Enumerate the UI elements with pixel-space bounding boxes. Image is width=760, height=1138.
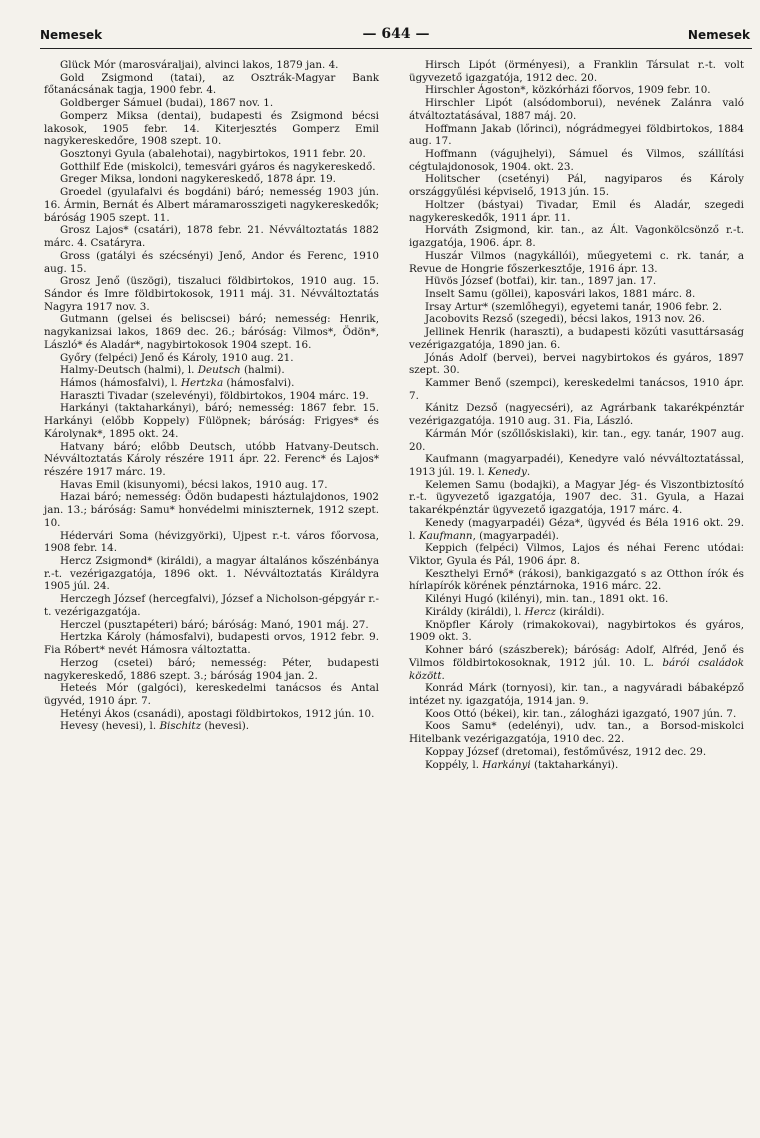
entry: Kilényi Hugó (kilényi), min. tan., 1891 okt. 16.: [425, 593, 669, 606]
entry: Hertzka Károly (hámosfalvi), budapesti orvos, 1912 febr. 9. Fia Róbert* nevét Hámosra változtatta.: [44, 631, 379, 657]
right-column: [409, 59, 744, 771]
entry: Gomperz Miksa (dentai), budapesti és Zsigmond bécsi lakosok, 1905 febr. 14. Kiterjesztés Gomperz Emil nagykereskedőre, 1908 szept. 10.: [44, 109, 379, 148]
entry: Kohner báró (szászberek); báróság: Adolf, Alfréd, Jenő és Vilmos földbirtokosoknak, 1912 júl. 10. L. bárói családok között.: [409, 644, 744, 682]
entry: Hirschler Lipót (alsódomborui), nevének Zalánra való átváltoztatásával, 1887 máj. 20.: [409, 97, 744, 122]
page-number: — 644 —: [362, 26, 430, 42]
entry: Koppay József (dretomai), festőművész, 1912 dec. 29.: [425, 745, 707, 758]
entry: Koos Ottó (békei), kir. tan., zálogházi igazgató, 1907 jún. 7.: [425, 707, 737, 720]
entry: Herczel (pusztapéteri) báró; báróság: Manó, 1901 máj. 27.: [60, 618, 369, 631]
entry: Keppich (felpéci) Vilmos, Lajos és néhai Ferenc utódai: Viktor, Gyula és Pál, 1906 ápr. 8.: [409, 542, 744, 568]
entry: Holitscher (csetényi) Pál, nagyiparos és Károly országgyűlési képviselő, 1913 jún. 15.: [409, 173, 744, 199]
entry: Knöpfler Károly (rimakokovai), nagybirtokos és gyáros, 1909 okt. 3.: [409, 618, 744, 644]
entry: Keszthelyi Ernő* (rákosi), bankigazgató s az Otthon írók és hírlapírók körének pénztárnoka, 1916 márc. 22.: [409, 567, 744, 593]
entry: Hédervári Soma (hévizgyörki), Ujpest r.-t. város főorvosa, 1908 febr. 14.: [44, 529, 379, 555]
entry: Koos Samu* (edelényi), udv. tan., a Borsod-miskolci Hitelbank vezérigazgatója, 1910 dec. 22.: [409, 720, 744, 746]
entry: Groedel (gyulafalvi és bogdáni) báró; nemesség 1903 jún. 16. Ármin, Bernát és Albert máramarosszigeti nagykereskedők; báróság 1905 szept. 11.: [44, 186, 379, 224]
left-column: [44, 59, 379, 733]
entry: Hoffmann Jakab (lőrinci), nógrádmegyei földbirtokos, 1884 aug. 17.: [409, 122, 744, 148]
entry: Goldberger Sámuel (budai), 1867 nov. 1.: [60, 97, 274, 110]
entry: Hevesy (hevesi), l. Bischitz (hevesi).: [60, 720, 250, 733]
entry: Greger Miksa, londoni nagykereskedő, 1878 ápr. 19.: [60, 173, 336, 186]
entry: Haraszti Tivadar (szelevényi), földbirtokos, 1904 márc. 19.: [60, 389, 369, 402]
header-left: Nemesek: [40, 28, 103, 42]
entry: Grosz Lajos* (csatári), 1878 febr. 21. Névváltoztatás 1882 márc. 4. Csatáryra.: [44, 224, 379, 250]
entry: Gotthilf Ede (miskolci), temesvári gyáros és nagykereskedő.: [60, 160, 376, 173]
entry: Kánitz Dezső (nagyecséri), az Agrárbank takarékpénztár vezérigazgatója. 1910 aug. 31. Fia, László.: [409, 402, 744, 428]
entry: Koppély, l. Harkányi (taktaharkányi).: [425, 758, 619, 771]
entry: Huszár Vilmos (nagykállói), műegyetemi c. rk. tanár, a Revue de Hongrie főszerkesztője, 1916 ápr. 13.: [409, 249, 744, 275]
entry: Harkányi (taktaharkányi), báró; nemesség: 1867 febr. 15. Harkányi (előbb Koppely) Fülöpnek; báróság: Frigyes* és Károlynak*, 1895 okt. 24.: [44, 402, 379, 440]
entry: Kammer Benő (szempci), kereskedelmi tanácsos, 1910 ápr. 7.: [409, 376, 744, 402]
entry: Hirsch Lipót (örményesi), a Franklin Társulat r.-t. volt ügyvezető igazgatója, 1912 dec. 20.: [409, 59, 744, 84]
entry: Holtzer (bástyai) Tivadar, Emil és Aladár, szegedi nagykereskedők, 1911 ápr. 11.: [409, 198, 744, 224]
entry: Halmy-Deutsch (halmi), l. Deutsch (halmi).: [60, 364, 285, 377]
entry: Horváth Zsigmond, kir. tan., az Ált. Vagonkölcsönző r.-t. igazgatója, 1906. ápr. 8.: [409, 224, 744, 250]
entry: Gutmann (gelsei és beliscsei) báró; nemesség: Henrik, nagykanizsai lakos, 1869 dec. 26.; báróság: Vilmos*, Ödön*, László* és Aladár*, nagybirtokosok 1904 szept. 16.: [44, 313, 379, 351]
entry: Herczegh József (hercegfalvi), József a Nicholson-gépgyár r.-t. vezérigazgatója.: [44, 593, 379, 618]
entry: Gosztonyi Gyula (abalehotai), nagybirtokos, 1911 febr. 20.: [60, 148, 366, 161]
entry: Jónás Adolf (bervei), bervei nagybirtokos és gyáros, 1897 szept. 30.: [409, 351, 744, 377]
entry: Jellinek Henrik (haraszti), a budapesti közúti vasuttársaság vezérigazgatója, 1890 jan. 6.: [409, 326, 744, 351]
entry: Hatvany báró; előbb Deutsch, utóbb Hatvany-Deutsch. Névváltoztatás Károly részére 1911 ápr. 22. Ferenc* és Lajos* részére 1917 márc. 19.: [44, 440, 379, 478]
entry: Hüvös József (botfai), kir. tan., 1897 jan. 17.: [425, 275, 657, 288]
entry: Gross (gatályi és szécsényi) Jenő, Andor és Ferenc, 1910 aug. 15.: [44, 249, 379, 275]
running-header: [40, 26, 752, 49]
entry: Kármán Mór (szőllőskislaki), kir. tan., egy. tanár, 1907 aug. 20.: [409, 427, 744, 453]
entry: Kaufmann (magyarpadéi), Kenedyre való névváltoztatással, 1913 júl. 19. l. Kenedy.: [409, 453, 744, 478]
entry: Konrád Márk (tornyosi), kir. tan., a nagyváradi bábaképző intézet ny. igazgatója, 1914 jan. 9.: [409, 682, 744, 707]
entry: Győry (felpéci) Jenő és Károly, 1910 aug. 21.: [60, 351, 294, 364]
entry: Hoffmann (vágujhelyi), Sámuel és Vilmos, szállítási cégtulajdonosok, 1904. okt. 23.: [409, 148, 744, 173]
entry: Herzog (csetei) báró; nemesség: Péter, budapesti nagykereskedő, 1886 szept. 3.; báróság 1904 jan. 2.: [44, 656, 379, 682]
entry: Irsay Artur* (szemlőhegyi), egyetemi tanár, 1906 febr. 2.: [425, 300, 723, 313]
header-right: Nemesek: [687, 28, 750, 42]
entry: Jacobovits Rezső (szegedi), bécsi lakos, 1913 nov. 26.: [425, 313, 705, 326]
entry: Heteés Mór (galgóci), kereskedelmi tanácsos és Antal ügyvéd, 1910 ápr. 7.: [44, 682, 379, 707]
entry: Gold Zsigmond (tatai), az Osztrák-Magyar Bank főtanácsának tagja, 1900 febr. 4.: [44, 71, 379, 97]
entry: Havas Emil (kisunyomi), bécsi lakos, 1910 aug. 17.: [60, 478, 328, 491]
entry: Hetényi Ákos (csanádi), apostagi földbirtokos, 1912 jún. 10.: [60, 707, 375, 720]
entry: Kenedy (magyarpadéi) Géza*, ügyvéd és Béla 1916 okt. 29. l. Kaufmann, (magyarpadéi).: [409, 516, 744, 542]
entry: Inselt Samu (göllei), kaposvári lakos, 1881 márc. 8.: [425, 287, 696, 300]
entry: Hercz Zsigmond* (királdi), a magyar általános kőszénbánya r.-t. vezérigazgatója, 1896 okt. 1. Névváltoztatás Királdyra 1905 júl. 24.: [44, 555, 379, 593]
entry: Grosz Jenő (üszögi), tiszaluci földbirtokos, 1910 aug. 15. Sándor és Imre földbirtokosok, 1911 máj. 31. Névváltoztatás Nagyra 1917 nov. 3.: [44, 275, 379, 313]
entry: Hirschler Ágoston*, közkórházi főorvos, 1909 febr. 10.: [425, 84, 711, 97]
entry: Királdy (királdi), l. Hercz (királdi).: [425, 605, 605, 618]
entry: Glück Mór (marosváraljai), alvinci lakos, 1879 jan. 4.: [60, 59, 339, 71]
entry: Hámos (hámosfalvi), l. Hertzka (hámosfalvi).: [60, 376, 295, 389]
entry: Kelemen Samu (bodajki), a Magyar Jég- és Viszontbiztosító r.-t. ügyvezető igazgatója, 1907 dec. 31. Gyula, a Hazai takarékpénztár ügyvezető igazgatója, 1917 márc. 4.: [409, 478, 744, 517]
entry: Hazai báró; nemesség: Ödön budapesti háztulajdonos, 1902 jan. 13.; báróság: Samu* honvédelmi miniszternek, 1912 szept. 10.: [44, 491, 379, 529]
